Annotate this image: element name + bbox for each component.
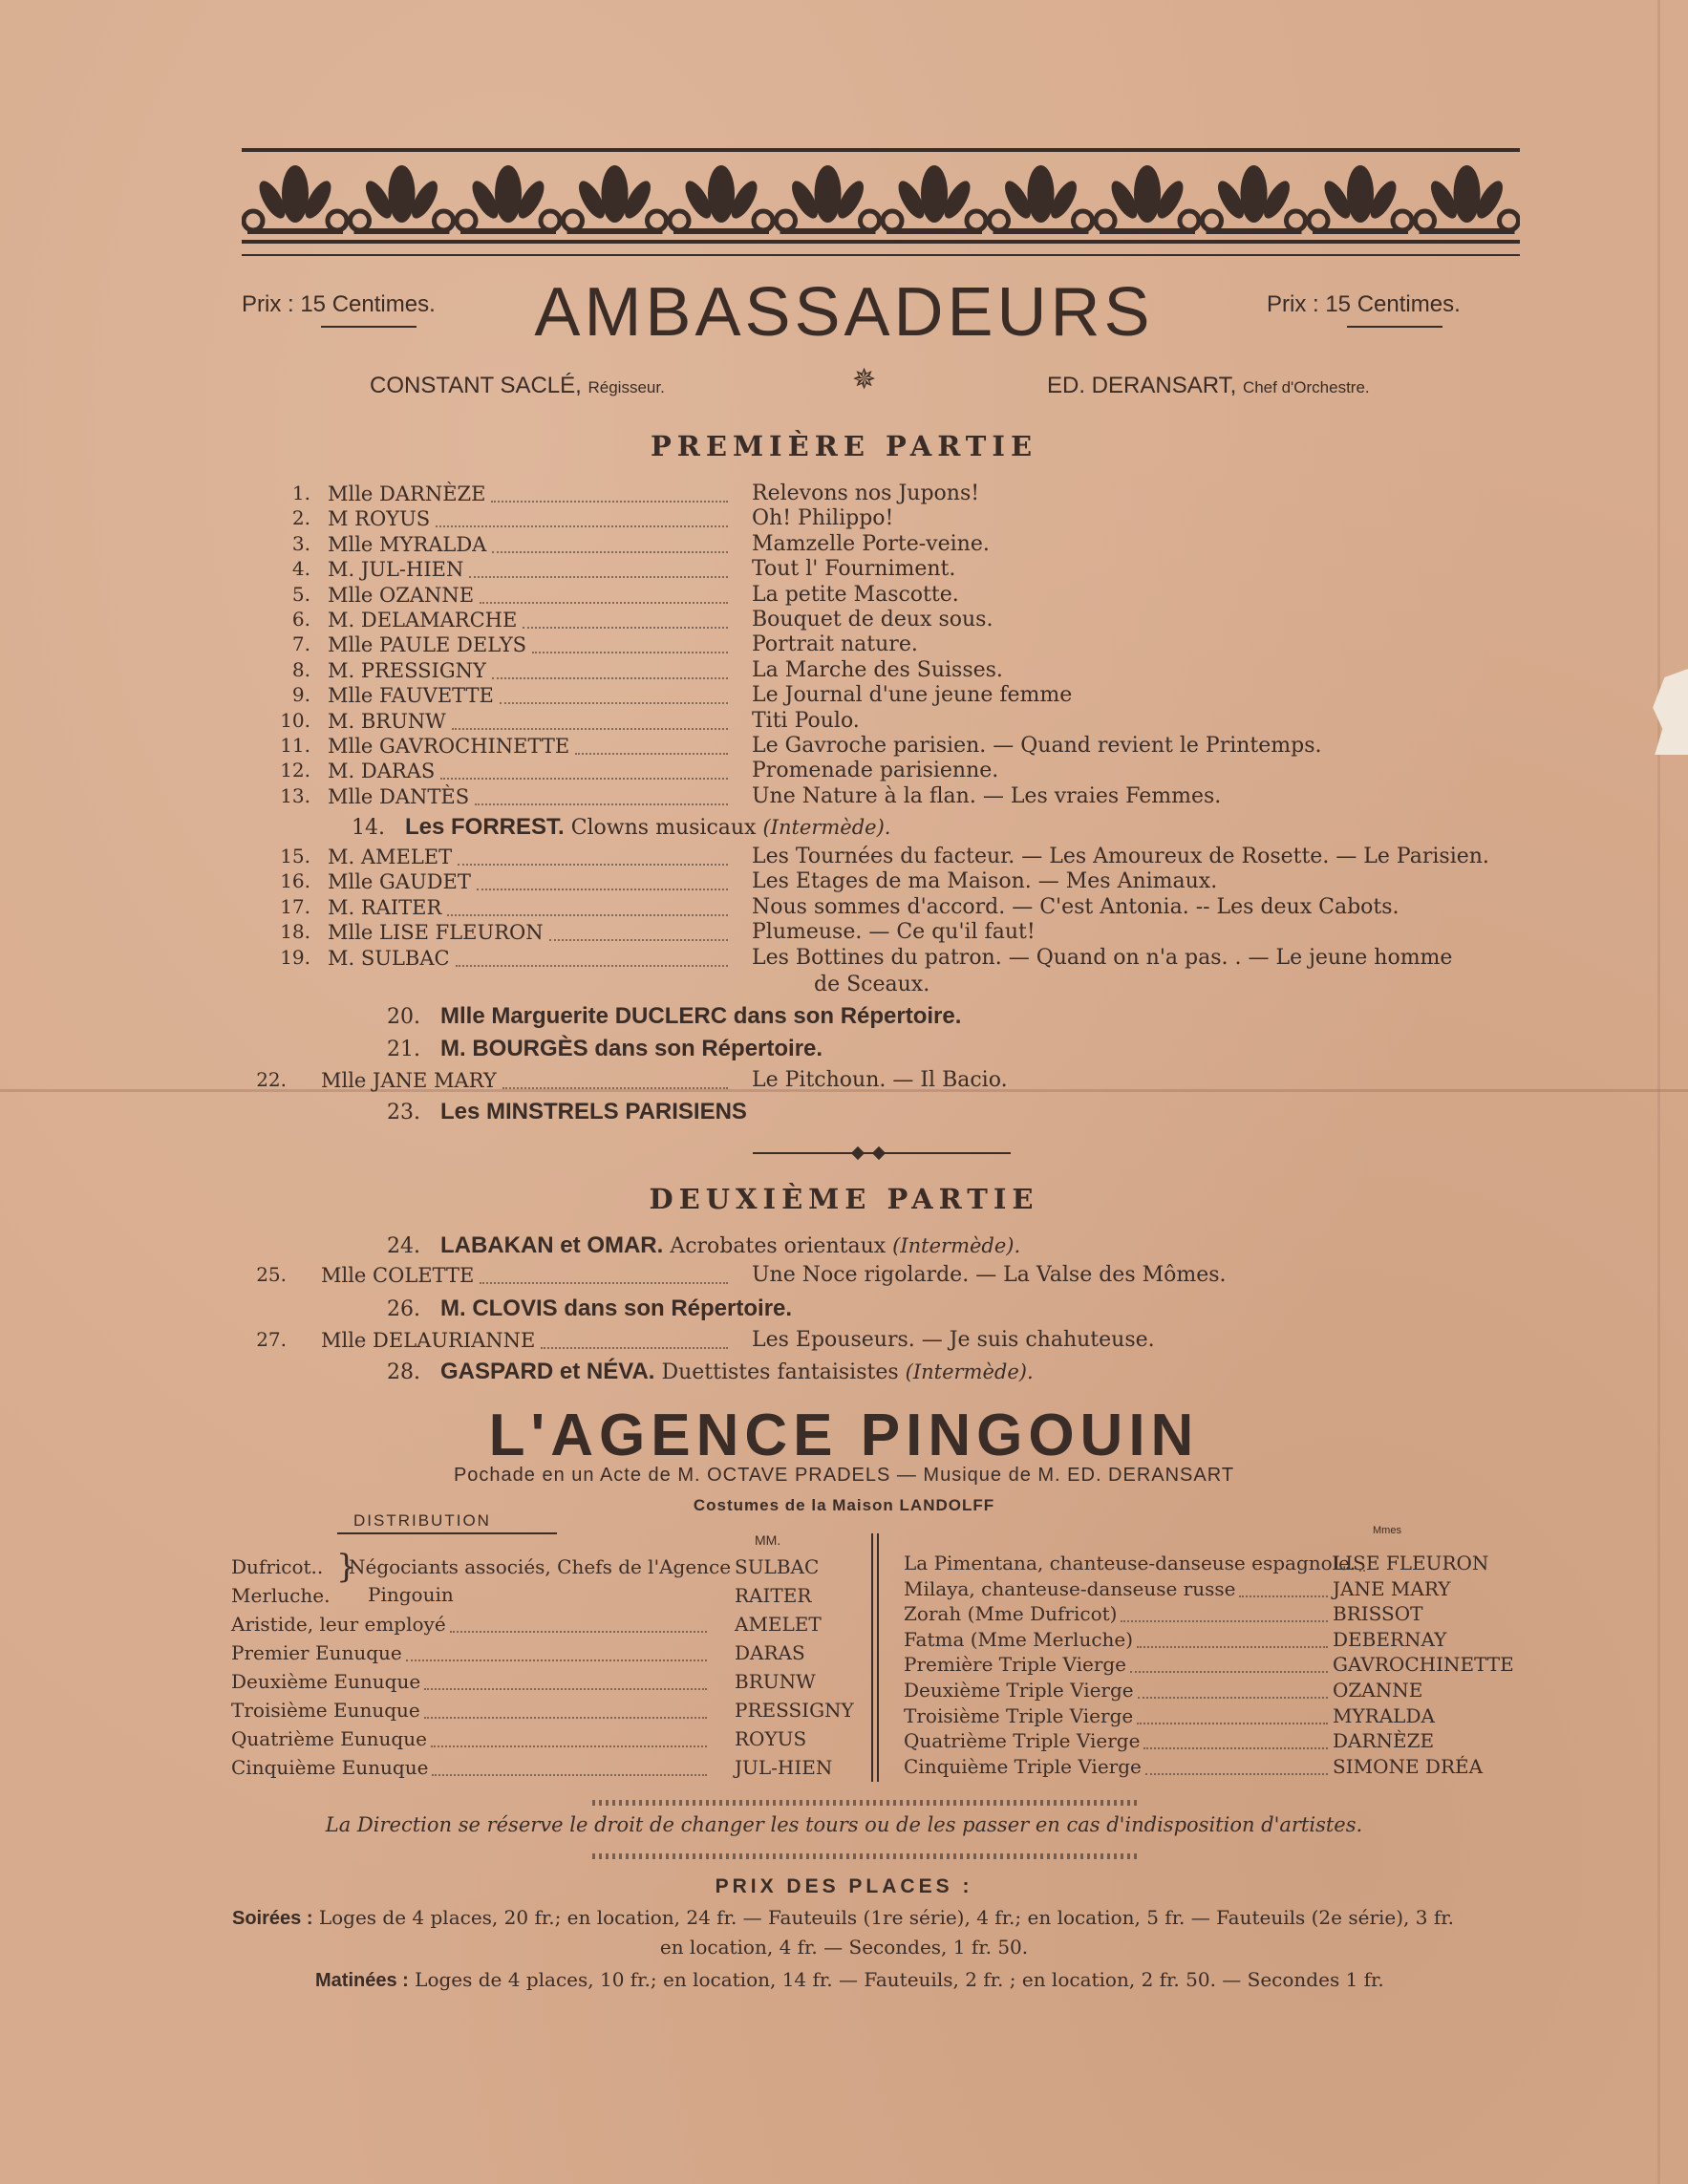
item-number: 24. [387,1234,420,1258]
performer-name: M. BRUNW [328,709,446,733]
act-description: Acrobates orientaux [670,1234,887,1258]
leader-dots [436,525,728,527]
performer-name: M. RAITER [328,895,442,919]
song-title: Les Etages de ma Maison. — Mes Animaux. [752,869,1218,894]
actor-name: GAVROCHINETTE [1333,1653,1514,1677]
performer-name: Mlle COLETTE [321,1264,475,1287]
song-title: Les Tournées du facteur. — Les Amoureux de Rosette. — Le Parisien. [752,845,1489,868]
palmette-icon [883,165,986,234]
price-left: Prix : 15 Centimes. [242,291,436,317]
song-title: La petite Mascotte. [752,582,959,607]
item-19-continuation: de Sceaux. [814,973,930,996]
performer-name: Mlle DANTÈS [328,784,470,808]
role-name: Milaya, chanteuse-danseuse russe [904,1576,1236,1600]
leader-dots [480,602,728,604]
song-title: Relevons nos Jupons! [752,482,980,505]
chef-orchestre [1047,373,1370,399]
item-number: 7. [291,632,310,656]
matinees-label: Matinées : [315,1970,409,1991]
role-name: Quatrième Triple Vierge [904,1729,1141,1753]
leader-dots [549,939,728,941]
performer-name: M. BOURGÈS dans son Répertoire. [439,1036,823,1061]
program-item-26 [387,1295,792,1322]
palmette-icon [1203,165,1306,234]
women-label: Mmes [1373,1525,1401,1536]
role-name: Merluche. [231,1584,331,1607]
performer-name: Mlle DARNÈZE [328,482,486,505]
actor-name: SULBAC [735,1555,820,1578]
leader-dots [450,1631,707,1633]
leader-dots [532,652,728,653]
role-name: Quatrième Eunuque [231,1727,427,1750]
part2-title: DEUXIÈME PARTIE [649,1183,1039,1215]
leader-dots [432,1774,707,1776]
distribution-label: DISTRIBUTION [353,1511,491,1530]
item-number: 9. [291,683,310,707]
performer-name: M ROYUS [328,507,431,531]
leader-dots [541,1347,728,1349]
actor-name: JANE MARY [1333,1576,1451,1600]
performer-name: GASPARD et NÉVA. [439,1359,655,1384]
paper-tear [1649,669,1688,755]
palmette-icon [1416,165,1519,234]
palmette-icon [564,165,667,234]
item-number: 21. [387,1038,420,1061]
performer-name: M. DELAMARCHE [328,609,518,632]
item-number: 13. [280,783,310,807]
performer-name: Mlle GAVROCHINETTE [328,735,570,758]
performer-name: Mlle GAUDET [328,870,471,894]
leader-dots [502,1087,728,1089]
actor-name: SIMONE DRÉA [1333,1754,1484,1778]
soirees-label: Soirées : [232,1908,313,1929]
leader-dots [1143,1747,1328,1749]
soirees-line-1: Loges de 4 places, 20 fr.; en location, 24 fr. — Fauteuils (1re série), 4 fr.; en location, 5 fr. — Fauteuils (2e série), 3 fr. [318,1906,1454,1929]
performer-name: Mlle LISE FLEURON [328,921,544,945]
regisseur [370,373,665,399]
song-title: Une Nature à la flan. — Les vraies Femmes. [752,783,1222,808]
performer-name: M. PRESSIGNY [328,658,486,682]
actor-name: RAITER [735,1584,812,1607]
actor-name: BRISSOT [1333,1602,1423,1626]
act-description: Duettistes fantaisistes [661,1360,899,1384]
performer-name: M. JUL-HIEN [328,558,464,582]
role-name: Premier Eunuque [231,1641,402,1664]
leader-dots [1138,1697,1328,1699]
item-number: 4. [291,557,310,581]
item-number: 12. [280,759,310,782]
song-title: Le Gavroche parisien. — Quand revient le Printemps. [752,734,1322,758]
actor-name: DEBERNAY [1333,1627,1447,1651]
actor-name: MYRALDA [1333,1703,1435,1727]
performer-name: Mlle JANE MARY [321,1069,497,1092]
item-number: 15. [280,845,310,867]
leader-dots [475,803,728,805]
performer-name: Mlle PAULE DELYS [328,633,527,657]
column-rule [877,1533,879,1782]
song-title: Les Epouseurs. — Je suis chahuteuse. [752,1328,1155,1352]
direction-notice: La Direction se réserve le droit de changer les tours ou de les passer en cas d'indisposition d'artistes. [325,1813,1363,1836]
item-number: 8. [291,657,310,681]
performer-name: LABAKAN et OMAR. [439,1232,664,1258]
item-number: 5. [291,582,310,606]
leader-dots [480,1282,728,1284]
chef-role: Chef d'Orchestre. [1242,378,1370,396]
palmette-icon [670,165,773,234]
song-title: Promenade parisienne. [752,759,999,783]
leader-dots [1130,1671,1328,1673]
theatre-title: AMBASSADEURS [534,274,1154,351]
leader-dots [406,1659,707,1661]
palmette-icon [990,165,1093,234]
actor-name: AMELET [735,1613,822,1636]
men-label: MM. [755,1532,781,1548]
song-title: Nous sommes d'accord. — C'est Antonia. -- Les deux Cabots. [752,894,1400,919]
matinees-line: Loges de 4 places, 10 fr.; en location, 14 fr. — Fauteuils, 2 fr. ; en location, 2 fr. 50. — Secondes 1 fr. [415,1968,1384,1991]
song-title: Oh! Philippo! [752,506,894,531]
act-description: Clowns musicaux [570,816,757,840]
leader-dots [456,965,728,967]
leader-dots [447,914,728,916]
leader-dots [575,753,728,755]
divider-diamond [851,1146,865,1160]
role-name: Troisième Triple Vierge [904,1703,1134,1727]
divider-diamond [872,1146,886,1160]
actor-name: ROYUS [735,1727,807,1750]
performer-name: M. CLOVIS dans son Répertoire. [439,1295,793,1321]
item-number: 2. [291,506,310,530]
brace-line-1: Négociants associés, Chefs de l'Agence [349,1555,732,1578]
prices-title: PRIX DES PLACES : [715,1875,973,1897]
leader-dots [523,627,728,629]
leader-dots [492,551,728,553]
leader-dots [1145,1773,1328,1775]
performer-name: Mlle OZANNE [328,583,475,607]
role-name: Aristide, leur employé [231,1613,446,1636]
actor-name: OZANNE [1333,1679,1423,1702]
song-title: Les Bottines du patron. — Quand on n'a pas. . — Le jeune homme [752,945,1453,970]
leader-dots [431,1745,707,1747]
play-subtitle: Pochade en un Acte de M. OCTAVE PRADELS — Musique de M. ED. DERANSART [453,1465,1235,1486]
song-title: La Marche des Suisses. [752,657,1003,682]
program-item-20 [387,1003,961,1030]
performer-name: Mlle Marguerite DUCLERC dans son Répertoire. [439,1003,962,1029]
song-title: Plumeuse. — Ce qu'il faut! [752,920,1036,945]
wavy-rule [592,1853,1137,1859]
actor-name: PRESSIGNY [735,1699,854,1722]
column-rule [871,1533,873,1782]
role-name: Zorah (Mme Dufricot) [904,1602,1118,1626]
part1-title: PREMIÈRE PARTIE [650,430,1038,462]
song-title: Le Journal d'une jeune femme [752,683,1073,708]
palmette-icon [1309,165,1412,234]
act-note: (Intermède). [892,1234,1021,1257]
leader-dots [492,677,728,679]
performer-name: M. DARAS [328,760,436,783]
soirees-prices [232,1906,1454,1930]
matinees-prices [315,1968,1384,1992]
role-name: Dufricot.. [231,1555,324,1578]
leader-dots [1137,1723,1328,1724]
role-name: Cinquième Triple Vierge [904,1754,1142,1778]
item-number: 11. [280,734,310,757]
leader-dots [1239,1595,1328,1597]
item-number: 14. [352,816,385,840]
item-number: 17. [280,894,310,918]
actor-name: JUL-HIEN [735,1756,833,1779]
actor-name: DARAS [735,1641,805,1664]
program-item-21 [387,1036,823,1062]
role-name: Deuxième Eunuque [231,1670,421,1693]
role-name: Cinquième Eunuque [231,1756,429,1779]
program-item-28 [387,1359,1034,1385]
role-name: La Pimentana, chanteuse-danseuse espagnole. [904,1552,1357,1574]
performer-name: Les MINSTRELS PARISIENS [439,1099,747,1124]
song-title: Le Pitchoun. — Il Bacio. [752,1068,1008,1092]
leader-dots [477,889,728,890]
performer-name: M. AMELET [328,846,453,868]
program-item-23 [387,1099,747,1125]
leader-dots [440,778,728,780]
star-ornament-icon: ✵ [852,363,877,396]
price-right-underline [1347,326,1442,328]
act-note: (Intermède). [762,816,891,839]
item-number: 20. [387,1005,420,1029]
leader-dots [424,1717,707,1719]
actor-name: DARNÈZE [1333,1729,1435,1753]
song-title: Une Noce rigolarde. — La Valse des Mômes. [752,1263,1227,1287]
palmette-icon [244,165,347,234]
performer-name: Les FORREST. [404,814,565,840]
leader-dots [424,1688,707,1690]
ornament-underline [242,254,1520,256]
song-title: Titi Poulo. [752,708,860,733]
leader-dots [458,864,728,866]
role-name: Première Triple Vierge [904,1653,1127,1677]
item-number: 1. [291,482,310,504]
brace-icon: } [336,1548,357,1586]
actor-name: LISE FLEURON [1333,1552,1489,1574]
program-item-24 [387,1232,1020,1259]
item-number: 28. [387,1360,420,1384]
item-number: 6. [291,608,310,631]
ornamental-border [242,148,1520,253]
actor-name: BRUNW [735,1670,816,1693]
item-number: 16. [280,869,310,893]
regisseur-name: CONSTANT SACLÉ, [370,373,582,398]
costumes-credit: Costumes de la Maison LANDOLFF [693,1496,995,1514]
song-title: Tout l' Fourniment. [752,557,956,582]
item-number: 27. [256,1328,287,1351]
role-name: Deuxième Triple Vierge [904,1679,1134,1702]
leader-dots [1137,1646,1328,1648]
palmette-icon [457,165,560,234]
leader-dots [469,576,728,578]
wavy-rule [592,1800,1137,1806]
soirees-line-2: en location, 4 fr. — Secondes, 1 fr. 50. [659,1936,1029,1959]
item-number: 10. [280,708,310,732]
act-note: (Intermède). [905,1360,1034,1383]
leader-dots [491,501,728,503]
leader-dots [452,728,728,730]
price-right: Prix : 15 Centimes. [1267,291,1461,317]
distribution-underline [337,1532,557,1534]
brace-line-2: Pingouin [368,1583,454,1606]
performer-name: Mlle FAUVETTE [328,684,494,708]
item-number: 3. [291,531,310,555]
palmette-icon [351,165,454,234]
performer-name: M. SULBAC [328,946,450,970]
item-number: 22. [256,1068,287,1091]
regisseur-role: Régisseur. [588,378,665,396]
palmette-icon [1096,165,1199,234]
song-title: Portrait nature. [752,632,918,657]
item-number: 25. [256,1263,287,1286]
item-number: 18. [280,920,310,944]
item-number: 23. [387,1101,420,1124]
item-number: 26. [387,1297,420,1321]
program-item-14 [352,814,890,841]
palmette-icon [777,165,880,234]
role-name: Troisième Eunuque [231,1699,420,1722]
item-number: 19. [280,945,310,969]
play-title: L'AGENCE PINGOUIN [488,1402,1200,1468]
leader-dots [1121,1620,1328,1622]
chef-name: ED. DERANSART, [1047,373,1237,398]
performer-name: Mlle DELAURIANNE [321,1329,536,1352]
role-name: Fatma (Mme Merluche) [904,1627,1134,1651]
song-title: Bouquet de deux sous. [752,608,994,632]
leader-dots [500,702,728,704]
song-title: Mamzelle Porte-veine. [752,531,990,556]
performer-name: Mlle MYRALDA [328,532,487,556]
